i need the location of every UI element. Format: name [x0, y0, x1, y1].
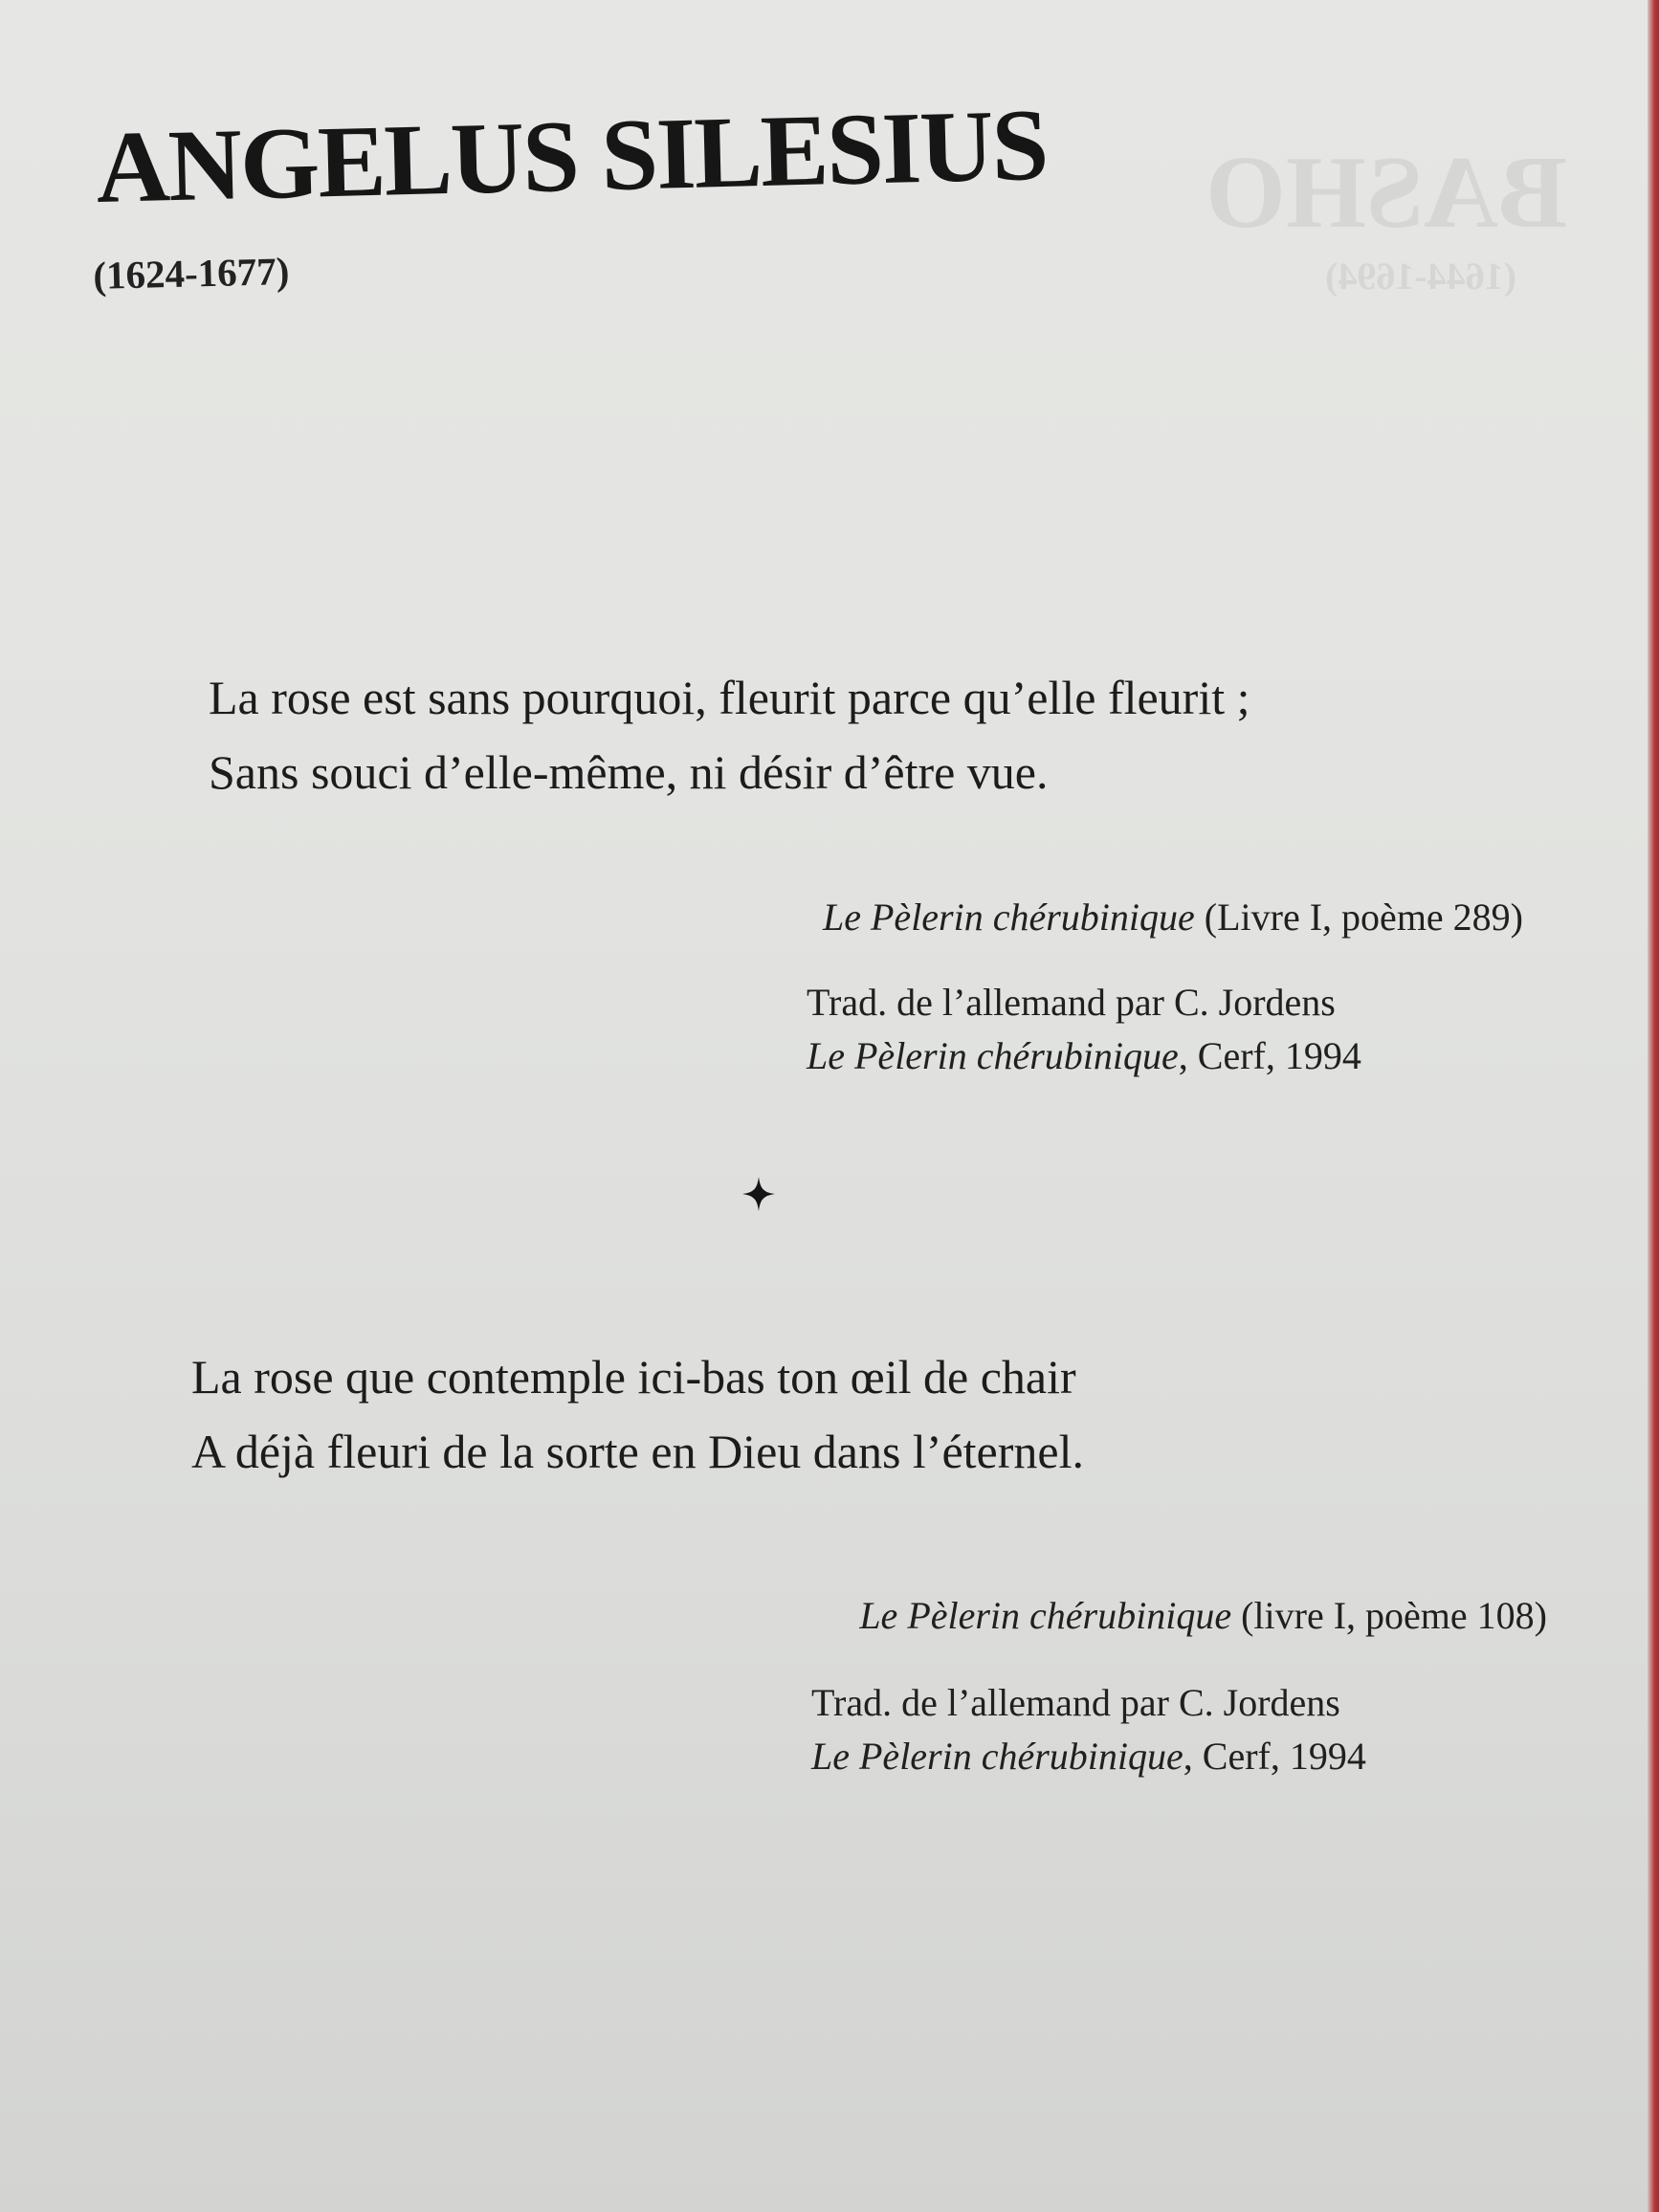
edition-publisher: , Cerf, 1994	[1183, 1735, 1366, 1778]
citation-2	[859, 1593, 1547, 1638]
show-through-dates: (1644-1694)	[1325, 254, 1516, 298]
verse-line: A déjà fleuri de la sorte en Dieu dans l’éternel.	[191, 1425, 1084, 1478]
citation-1	[823, 895, 1523, 940]
edition-line	[807, 1029, 1361, 1083]
translator-line: Trad. de l’allemand par C. Jordens	[811, 1681, 1340, 1724]
show-through-title: BASHO	[1206, 136, 1568, 250]
verse-line: Sans souci d’elle-même, ni désir d’être vue.	[209, 745, 1049, 799]
four-point-star-icon	[742, 1177, 775, 1211]
translation-credit-2	[811, 1676, 1366, 1783]
author-dates: (1624-1677)	[92, 249, 290, 299]
edition-line	[811, 1730, 1366, 1783]
translation-credit-1	[807, 976, 1361, 1083]
edition-publisher: , Cerf, 1994	[1178, 1034, 1361, 1077]
translator-line: Trad. de l’allemand par C. Jordens	[807, 981, 1336, 1024]
edition-work-title: Le Pèlerin chérubinique	[811, 1735, 1183, 1778]
citation-reference: (Livre I, poème 289)	[1194, 896, 1523, 939]
edition-work-title: Le Pèlerin chérubinique	[807, 1034, 1179, 1077]
citation-reference: (livre I, poème 108)	[1231, 1594, 1547, 1637]
book-cover-edge	[1648, 0, 1659, 2212]
verse-line: La rose est sans pourquoi, fleurit parce qu’elle fleurit ;	[209, 671, 1250, 724]
verse-block-1	[209, 660, 1250, 809]
citation-work-title: Le Pèlerin chérubinique	[823, 896, 1195, 939]
verse-line: La rose que contemple ici-bas ton œil de chair	[191, 1350, 1076, 1404]
author-name: ANGELUS SILESIUS	[95, 88, 1049, 226]
verse-block-2	[191, 1339, 1084, 1489]
citation-work-title: Le Pèlerin chérubinique	[859, 1594, 1232, 1637]
